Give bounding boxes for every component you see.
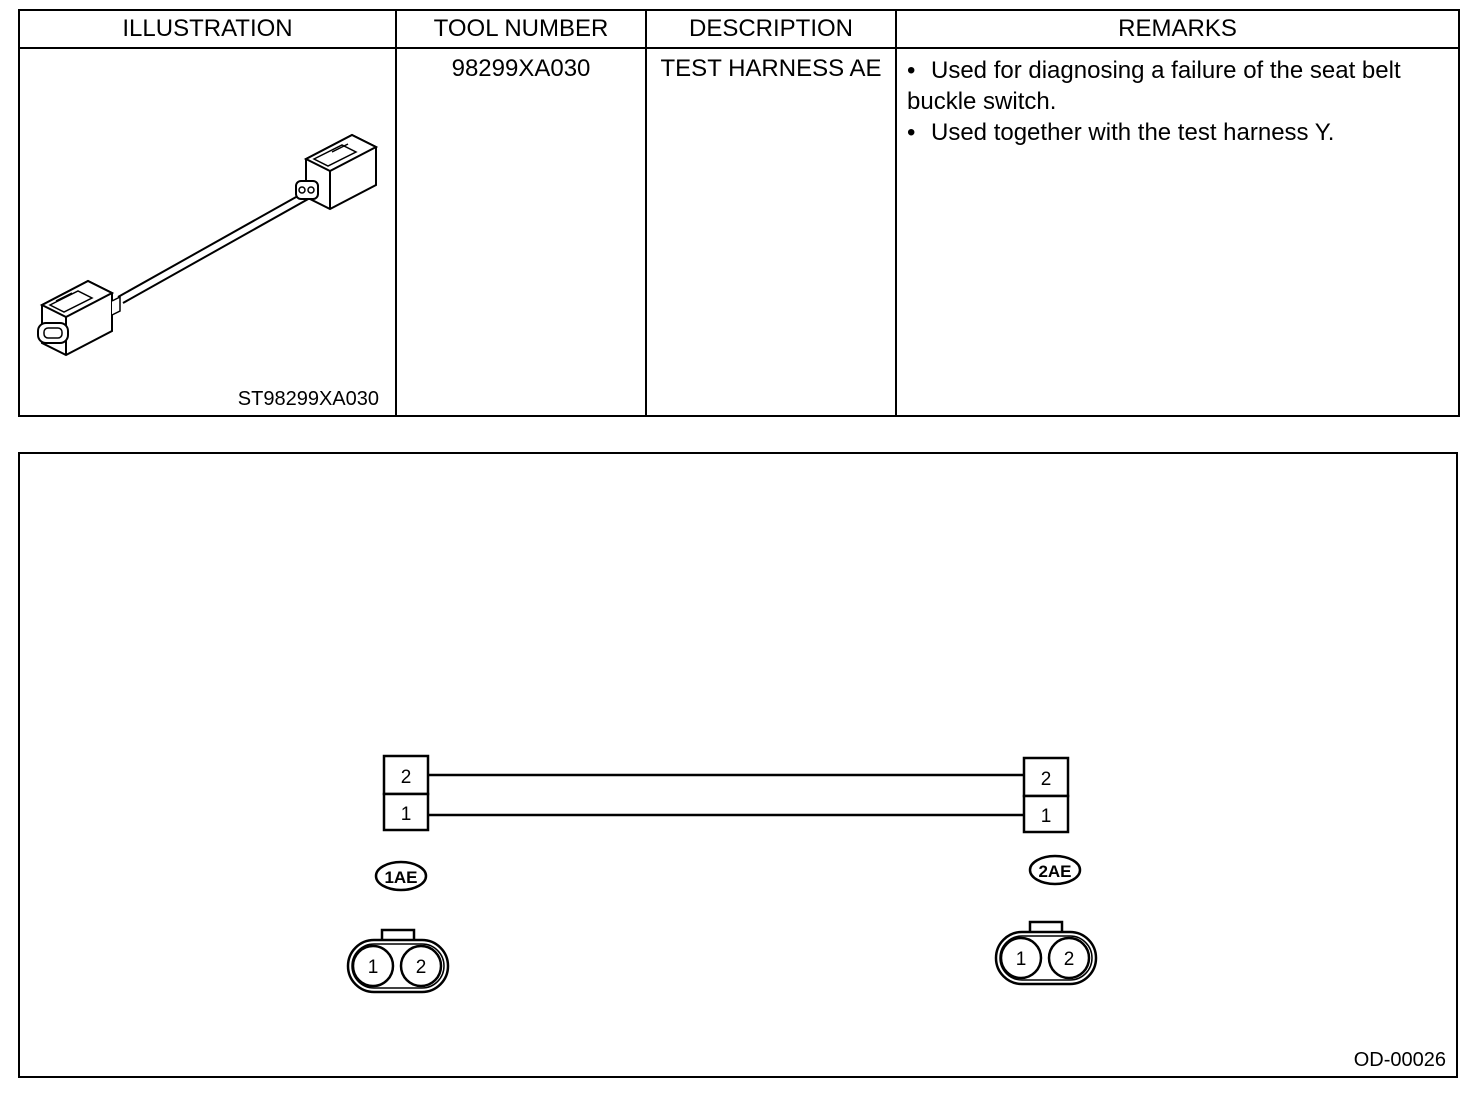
remarks-cell: [896, 48, 1459, 416]
remark-item: [907, 55, 1450, 117]
remark-text: Used for diagnosing a failure of the seat belt buckle switch.: [907, 57, 1401, 115]
right-connector-illustration: [296, 135, 376, 209]
header-tool-number: TOOL NUMBER: [396, 10, 646, 48]
left-face-pin-1: 1: [367, 957, 379, 978]
right-connector-face: [996, 922, 1096, 984]
figure-code: OD-00026: [1353, 1049, 1446, 1071]
table-row: [19, 48, 1459, 416]
remark-text: Used together with the test harness Y.: [931, 119, 1335, 146]
bullet-icon: •: [907, 57, 916, 84]
left-terminal-block: [384, 756, 428, 830]
left-connector-label-text: 1AE: [384, 868, 418, 887]
right-face-pin-2: 2: [1063, 949, 1075, 970]
left-terminal-1: 1: [400, 804, 412, 825]
left-connector-illustration: [38, 281, 120, 355]
table-header-row: [19, 10, 1459, 48]
bullet-icon: •: [907, 119, 916, 146]
illustration-code: ST98299XA030: [237, 388, 379, 410]
remarks-list: [907, 55, 1450, 148]
right-terminal-1: 1: [1040, 806, 1052, 827]
right-connector-label-text: 2AE: [1038, 862, 1072, 881]
harness-illustration: [20, 49, 397, 415]
right-face-pin-1: 1: [1015, 949, 1027, 970]
remark-item: [907, 117, 1450, 148]
right-terminal-2: 2: [1040, 769, 1052, 790]
left-face-pin-2: 2: [415, 957, 427, 978]
right-connector-label: [1030, 856, 1080, 884]
right-terminal-block: [1024, 758, 1068, 832]
left-terminal-2: 2: [400, 767, 412, 788]
special-tool-table: [18, 9, 1460, 417]
description-cell: TEST HARNESS AE: [646, 48, 896, 416]
illustration-cell: [19, 48, 396, 416]
header-remarks: REMARKS: [896, 10, 1459, 48]
tool-number-cell: 98299XA030: [396, 48, 646, 416]
header-description: DESCRIPTION: [646, 10, 896, 48]
wiring-diagram: [20, 454, 1456, 1076]
left-connector-label: [376, 862, 426, 890]
wiring-diagram-frame: [18, 452, 1458, 1078]
header-illustration: ILLUSTRATION: [19, 10, 396, 48]
left-connector-face: [348, 930, 448, 992]
